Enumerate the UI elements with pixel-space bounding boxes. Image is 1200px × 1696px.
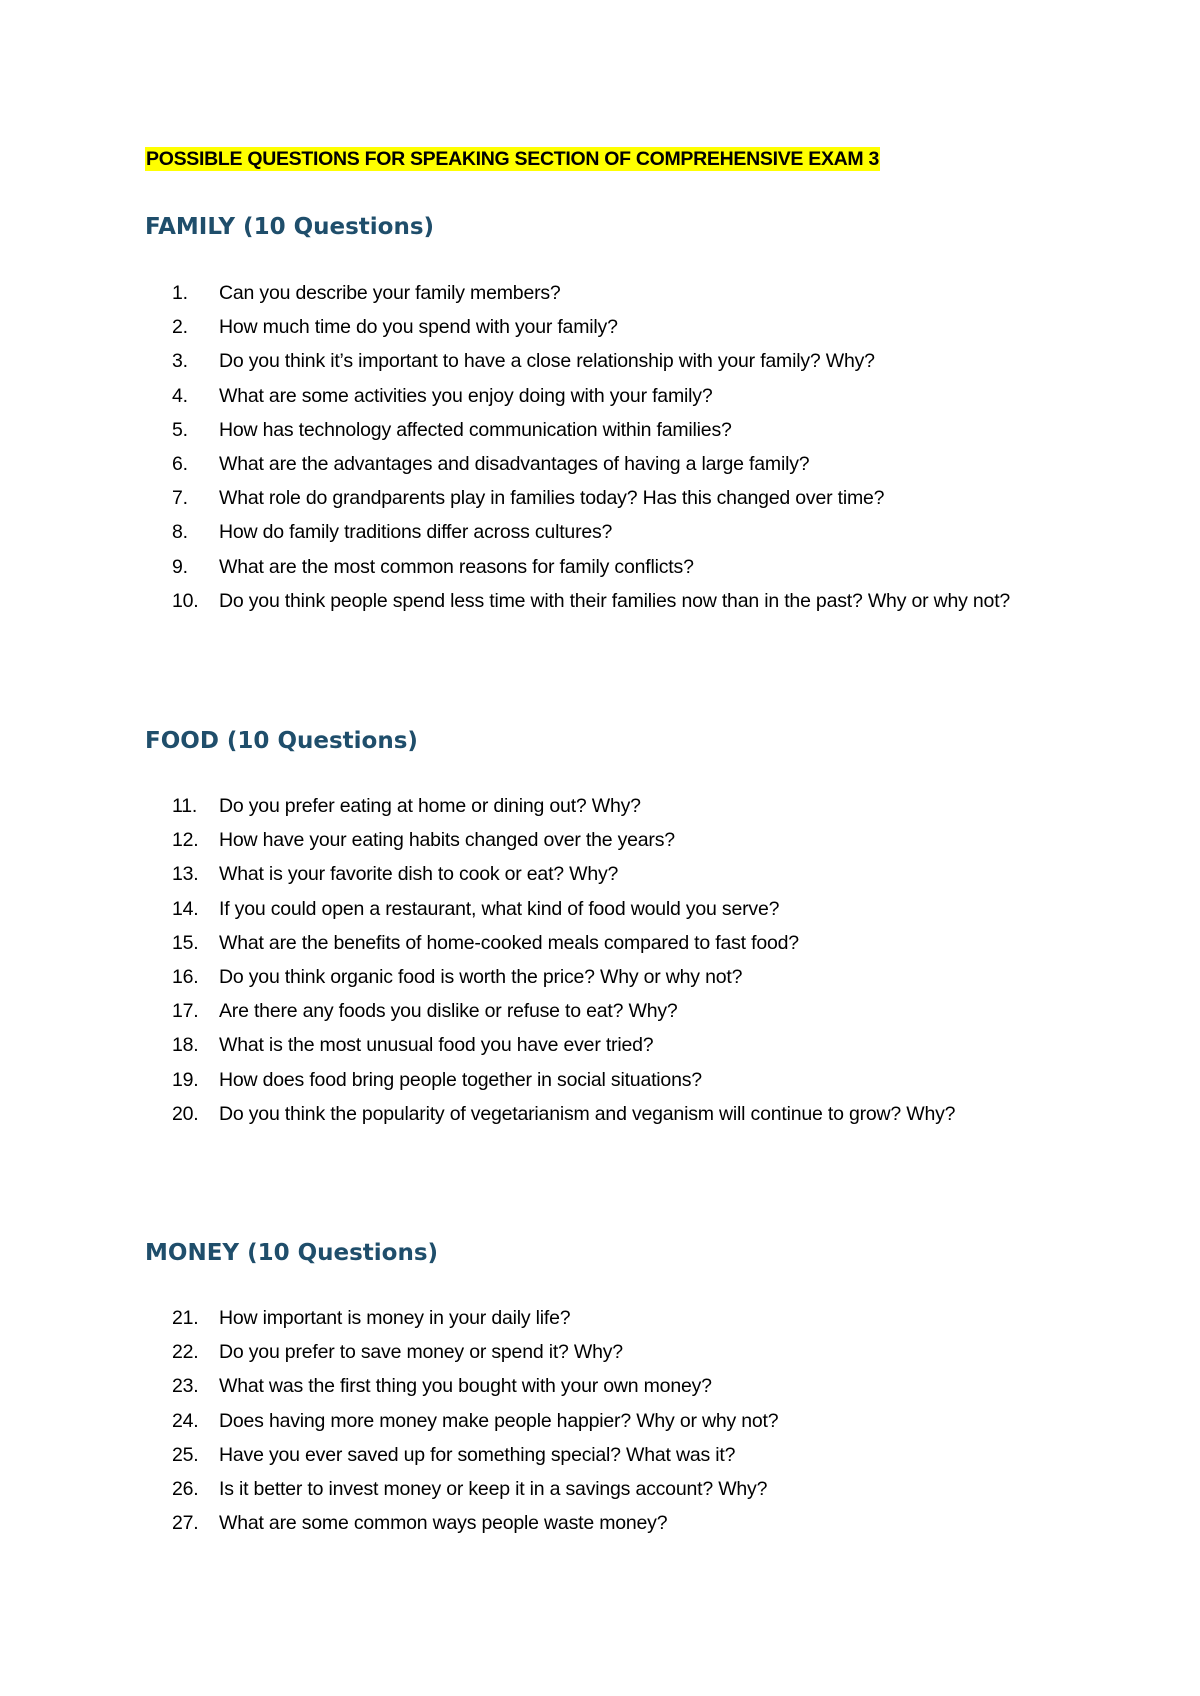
question-number: 11. — [172, 795, 198, 817]
page-title: POSSIBLE QUESTIONS FOR SPEAKING SECTION OF COMPREHENSIVE EXAM 3 — [146, 148, 880, 170]
question-number: 6. — [172, 453, 188, 476]
question-number: 22. — [172, 1341, 199, 1364]
question-item — [0, 1301, 1119, 1335]
question-item — [0, 1404, 1119, 1438]
question-text: Do you think it’s important to have a close relationship with your family? Why? — [219, 350, 875, 373]
question-text: Are there any foods you dislike or refuse to eat? Why? — [219, 1000, 678, 1023]
question-text: If you could open a restaurant, what kind of food would you serve? — [219, 897, 780, 920]
question-item — [0, 1438, 1119, 1472]
question-text: Do you prefer eating at home or dining out? Why? — [219, 795, 641, 817]
question-text: How important is money in your daily life? — [219, 1307, 571, 1329]
section-heading-food: FOOD (10 Questions) — [145, 728, 418, 754]
question-item — [0, 789, 1119, 823]
question-item — [0, 379, 1119, 413]
question-number: 9. — [172, 555, 188, 578]
question-item — [0, 960, 1119, 994]
question-text: What is the most unusual food you have ever tried? — [219, 1034, 654, 1057]
question-item — [0, 310, 1119, 344]
question-number: 24. — [172, 1409, 199, 1432]
question-number: 19. — [172, 1068, 199, 1091]
question-text: Do you think organic food is worth the price? Why or why not? — [219, 966, 743, 989]
question-text: How has technology affected communication within families? — [219, 418, 732, 441]
question-text: How do family traditions differ across cultures? — [219, 521, 613, 544]
question-text: How much time do you spend with your family? — [219, 316, 618, 339]
question-item — [0, 1097, 999, 1131]
question-number: 8. — [172, 521, 188, 544]
question-item — [0, 892, 1119, 926]
question-item — [0, 447, 1119, 481]
question-item — [0, 1369, 1119, 1403]
question-text: What was the first thing you bought with your own money? — [219, 1375, 712, 1398]
question-number: 1. — [172, 282, 188, 304]
question-item — [0, 1506, 1119, 1540]
question-number: 15. — [172, 931, 199, 954]
question-number: 17. — [172, 1000, 199, 1023]
question-number: 27. — [172, 1512, 199, 1535]
question-text: Do you prefer to save money or spend it? Why? — [219, 1341, 623, 1364]
question-number: 13. — [172, 863, 199, 886]
question-number: 26. — [172, 1478, 199, 1501]
question-number: 18. — [172, 1034, 199, 1057]
question-text: Can you describe your family members? — [219, 282, 561, 304]
question-number: 7. — [172, 487, 188, 510]
question-item — [0, 584, 1019, 618]
question-number: 3. — [172, 350, 188, 373]
section-heading-family: FAMILY (10 Questions) — [145, 214, 435, 240]
question-number: 21. — [172, 1307, 199, 1329]
question-item — [0, 413, 1119, 447]
question-text: How have your eating habits changed over the years? — [219, 829, 675, 852]
question-text: What are the most common reasons for family conflicts? — [219, 555, 694, 578]
question-text: Is it better to invest money or keep it in a savings account? Why? — [219, 1478, 768, 1501]
question-number: 4. — [172, 384, 188, 407]
question-number: 12. — [172, 829, 199, 852]
question-list-money — [0, 1301, 1200, 1540]
question-item — [0, 344, 1119, 378]
question-text: What are the benefits of home-cooked meals compared to fast food? — [219, 931, 799, 954]
question-text: How does food bring people together in social situations? — [219, 1068, 702, 1091]
question-item — [0, 1028, 1119, 1062]
question-text: What are some common ways people waste money? — [219, 1512, 668, 1535]
question-number: 25. — [172, 1443, 199, 1466]
question-text: What are some activities you enjoy doing with your family? — [219, 384, 713, 407]
question-text: What role do grandparents play in families today? Has this changed over time? — [219, 487, 885, 510]
question-item — [0, 1472, 1119, 1506]
question-item — [0, 550, 1119, 584]
question-item — [0, 276, 1119, 310]
question-item — [0, 1063, 1119, 1097]
question-text: Have you ever saved up for something special? What was it? — [219, 1443, 736, 1466]
question-text: What are the advantages and disadvantages of having a large family? — [219, 453, 810, 476]
question-item — [0, 481, 1119, 515]
question-number: 14. — [172, 897, 199, 920]
question-list-food — [0, 789, 1200, 1131]
question-number: 10. — [172, 589, 199, 612]
section-heading-money: MONEY (10 Questions) — [145, 1240, 439, 1266]
question-item — [0, 994, 1119, 1028]
question-number: 2. — [172, 316, 188, 339]
question-text: Do you think the popularity of vegetarianism and veganism will continue to grow? Why? — [219, 1102, 956, 1125]
question-number: 16. — [172, 966, 199, 989]
question-item — [0, 926, 1119, 960]
question-number: 20. — [172, 1102, 199, 1125]
question-item — [0, 1335, 1119, 1369]
question-list-family — [0, 276, 1200, 618]
question-item — [0, 515, 1119, 549]
question-number: 23. — [172, 1375, 199, 1398]
question-text: What is your favorite dish to cook or eat? Why? — [219, 863, 619, 886]
question-text: Does having more money make people happier? Why or why not? — [219, 1409, 779, 1432]
question-text: Do you think people spend less time with their families now than in the past? Why or why not? — [219, 589, 1011, 612]
question-item — [0, 857, 1119, 891]
question-item — [0, 823, 1119, 857]
question-number: 5. — [172, 418, 188, 441]
